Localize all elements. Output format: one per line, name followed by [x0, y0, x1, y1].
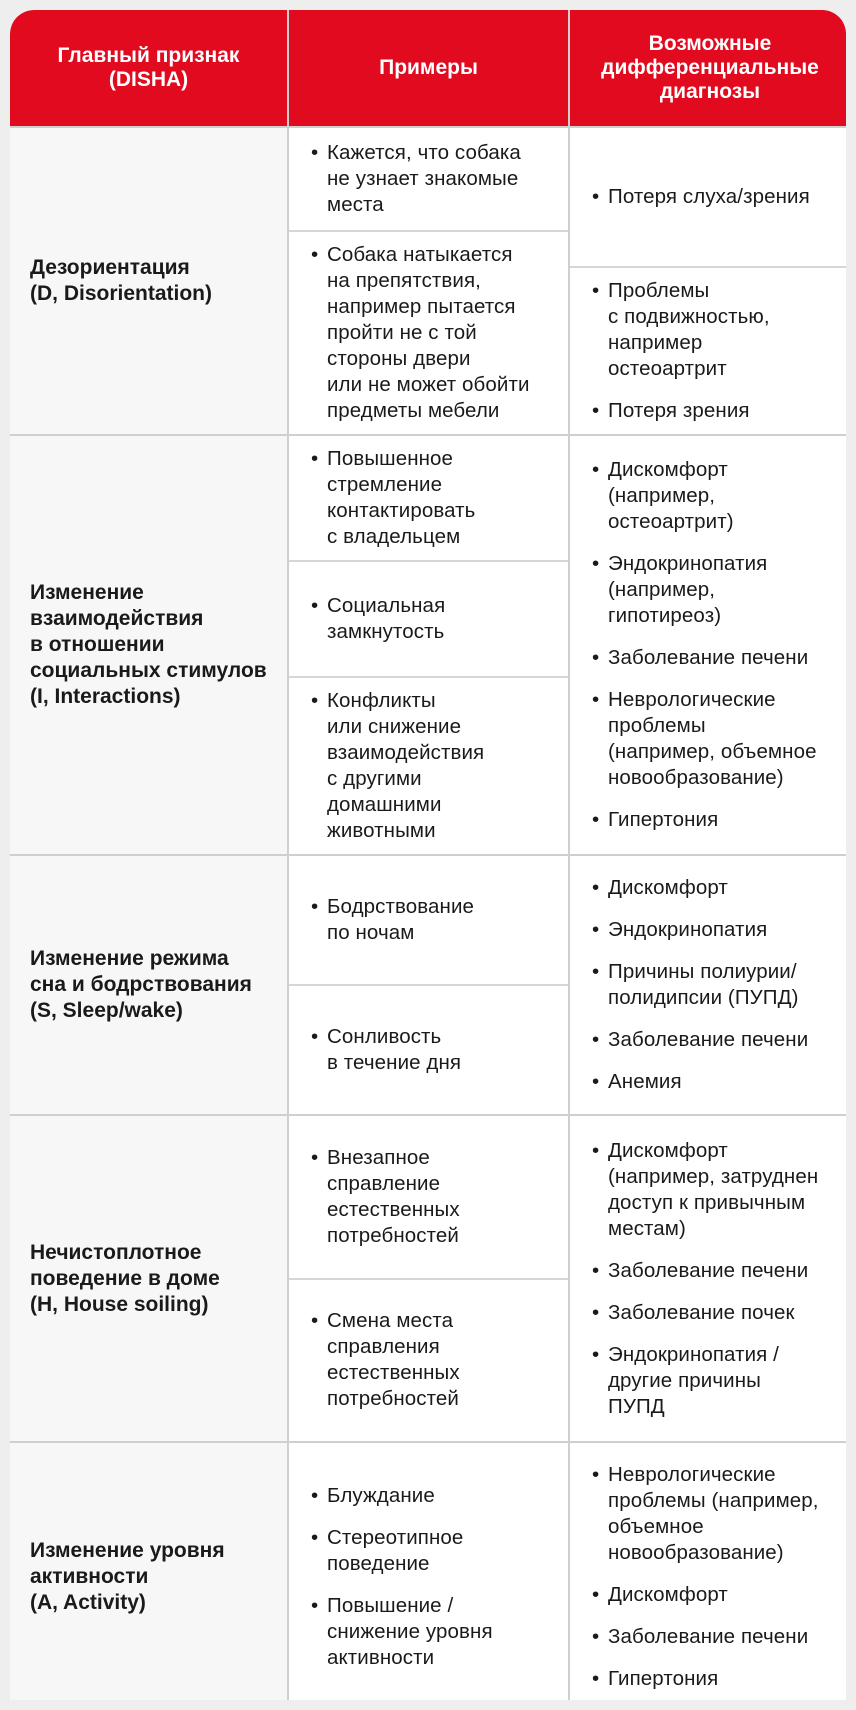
- list-item-text: Повышенное стремление контактировать с владельцем: [327, 447, 476, 548]
- list-item: [311, 894, 558, 946]
- list-item-text: Сонливость в течение дня: [327, 1025, 462, 1074]
- bullet-icon: •: [311, 243, 319, 266]
- bullet-icon: •: [311, 594, 319, 617]
- main-sign-cell: Изменение уровня активности (A, Activity): [10, 1443, 287, 1700]
- list-item: [592, 687, 842, 791]
- list-item-text: Социальная замкнутость: [327, 594, 446, 643]
- example-subcell: [289, 1116, 568, 1278]
- list-item-text: Потеря слуха/зрения: [608, 185, 810, 208]
- bullet-list: [311, 1145, 558, 1249]
- diagnoses-cell: [570, 1116, 846, 1441]
- list-item: [592, 1624, 842, 1650]
- bullet-list: [592, 278, 842, 424]
- list-item-text: Бодрствование по ночам: [327, 895, 475, 944]
- list-item-text: Заболевание печени: [608, 1624, 809, 1648]
- list-item: [311, 140, 558, 218]
- list-item: [311, 593, 558, 645]
- bullet-list: [592, 875, 842, 1095]
- list-item: [592, 457, 842, 535]
- list-item-text: Гипертония: [608, 808, 719, 831]
- list-item-text: Кажется, что собака не узнает знакомые места: [327, 141, 521, 216]
- bullet-icon: •: [592, 1028, 600, 1051]
- main-sign-cell: Дезориентация (D, Disorientation): [10, 128, 287, 434]
- list-item-text: Заболевание печени: [608, 646, 809, 669]
- bullet-list: [592, 184, 842, 210]
- list-item-text: Неврологические проблемы (например, объемное новообразование): [608, 688, 817, 789]
- bullet-list: [311, 446, 558, 550]
- bullet-icon: •: [592, 279, 600, 302]
- list-item: [592, 398, 842, 424]
- list-item: [311, 446, 558, 550]
- example-subcell: [289, 676, 568, 854]
- bullet-icon: •: [592, 1300, 600, 1324]
- list-item-text: Собака натыкается на препятствия, например пытается пройти не с той стороны двери или не может обойти предметы мебели: [327, 243, 530, 422]
- list-item-text: Проблемы с подвижностью, например остеоартрит: [608, 279, 770, 380]
- list-item-text: Стереотипное поведение: [327, 1525, 464, 1575]
- list-item-text: Неврологические проблемы (например, объемное новообразование): [608, 1462, 819, 1564]
- list-item-text: Внезапное справление естественных потребностей: [327, 1145, 460, 1247]
- bullet-icon: •: [311, 689, 319, 712]
- list-item: [311, 1024, 558, 1076]
- bullet-icon: •: [592, 1582, 600, 1606]
- bullet-icon: •: [592, 552, 600, 575]
- bullet-list: [311, 688, 558, 844]
- bullet-icon: •: [311, 1025, 319, 1048]
- list-item: [592, 1582, 842, 1608]
- bullet-icon: •: [592, 185, 600, 208]
- list-item: [311, 1483, 558, 1509]
- list-item: [592, 1300, 842, 1326]
- bullet-list: [311, 894, 558, 946]
- list-item: [592, 184, 842, 210]
- list-item-text: Дискомфорт (например, затруднен доступ к привычным местам): [608, 1138, 819, 1240]
- examples-cell: [289, 1443, 568, 1700]
- bullet-icon: •: [592, 1342, 600, 1366]
- bullet-icon: •: [592, 1462, 600, 1486]
- list-item-text: Повышение / снижение уровня активности: [327, 1593, 493, 1669]
- list-item-text: Дискомфорт: [608, 876, 728, 899]
- list-item-text: Смена места справления естественных потребностей: [327, 1309, 460, 1411]
- list-item: [592, 875, 842, 901]
- example-subcell: [289, 856, 568, 984]
- list-item-text: Гипертония: [608, 1666, 719, 1690]
- list-item-text: Блуждание: [327, 1483, 435, 1507]
- bullet-icon: •: [311, 1483, 319, 1507]
- bullet-icon: •: [592, 688, 600, 711]
- examples-cell: [289, 856, 568, 1114]
- examples-cell: [289, 1116, 568, 1441]
- bullet-list: [311, 593, 558, 645]
- example-subcell: [289, 128, 568, 230]
- list-item: [592, 278, 842, 382]
- examples-cell: [289, 436, 568, 854]
- example-subcell: [289, 560, 568, 676]
- header-sign: Главный признак (DISHA): [10, 10, 287, 126]
- list-item-text: Причины полиурии/ полидипсии (ПУПД): [608, 960, 799, 1009]
- list-item: [311, 1593, 558, 1671]
- bullet-list: [592, 1462, 842, 1692]
- bullet-list: [311, 1483, 558, 1671]
- list-item-text: Дискомфорт (например, остеоартрит): [608, 458, 734, 533]
- list-item-text: Конфликты или снижение взаимодействия с другими домашними животными: [327, 689, 485, 842]
- bullet-icon: •: [311, 895, 319, 918]
- main-sign-cell: Изменение режима сна и бодрствования (S, Sleep/wake): [10, 856, 287, 1114]
- bullet-icon: •: [592, 1070, 600, 1093]
- list-item: [311, 1308, 558, 1412]
- list-item-text: Заболевание печени: [608, 1258, 809, 1282]
- list-item: [311, 1145, 558, 1249]
- bullet-icon: •: [592, 1138, 600, 1162]
- bullet-icon: •: [592, 1258, 600, 1282]
- list-item: [592, 917, 842, 943]
- bullet-icon: •: [311, 1309, 319, 1333]
- bullet-icon: •: [592, 960, 600, 983]
- list-item-text: Эндокринопатия (например, гипотиреоз): [608, 552, 768, 627]
- bullet-icon: •: [311, 1145, 319, 1169]
- bullet-icon: •: [592, 876, 600, 899]
- list-item-text: Дискомфорт: [608, 1582, 728, 1606]
- bullet-icon: •: [311, 141, 319, 164]
- main-sign-cell: Изменение взаимодействия в отношении социальных стимулов (I, Interactions): [10, 436, 287, 854]
- list-item-text: Заболевание печени: [608, 1028, 809, 1051]
- main-sign-cell: Нечистоплотное поведение в доме (H, House soiling): [10, 1116, 287, 1441]
- bullet-list: [311, 140, 558, 218]
- bullet-icon: •: [592, 399, 600, 422]
- list-item: [592, 1258, 842, 1284]
- list-item: [592, 1069, 842, 1095]
- example-subcell: [289, 1443, 568, 1700]
- list-item-text: Заболевание почек: [608, 1300, 795, 1324]
- list-item-text: Эндокринопатия: [608, 918, 768, 941]
- list-item: [592, 645, 842, 671]
- bullet-icon: •: [592, 1666, 600, 1690]
- diagnoses-cell: [570, 856, 846, 1114]
- diagnoses-cell: [570, 128, 846, 434]
- bullet-icon: •: [592, 1624, 600, 1648]
- bullet-list: [311, 1024, 558, 1076]
- bullet-icon: •: [592, 808, 600, 831]
- list-item: [592, 807, 842, 833]
- diagnoses-subcell: [570, 266, 846, 434]
- bullet-icon: •: [311, 1593, 319, 1617]
- bullet-list: [311, 242, 558, 424]
- example-subcell: [289, 230, 568, 434]
- list-item: [592, 959, 842, 1011]
- list-item: [592, 1462, 842, 1566]
- list-item: [592, 551, 842, 629]
- bullet-list: [311, 1308, 558, 1412]
- example-subcell: [289, 436, 568, 560]
- header-examples: Примеры: [289, 10, 568, 126]
- list-item: [311, 1525, 558, 1577]
- diagnoses-cell: [570, 1443, 846, 1700]
- list-item-text: Потеря зрения: [608, 399, 750, 422]
- list-item: [311, 688, 558, 844]
- header-diagnoses: Возможные дифференциальные диагнозы: [570, 10, 846, 126]
- list-item: [592, 1342, 842, 1420]
- list-item-text: Анемия: [608, 1070, 682, 1093]
- diagnoses-subcell: [570, 128, 846, 266]
- disha-table: [10, 10, 846, 1700]
- list-item: [592, 1138, 842, 1242]
- list-item: [592, 1027, 842, 1053]
- example-subcell: [289, 984, 568, 1114]
- list-item: [311, 242, 558, 424]
- bullet-icon: •: [311, 447, 319, 470]
- bullet-icon: •: [311, 1525, 319, 1549]
- example-subcell: [289, 1278, 568, 1442]
- bullet-icon: •: [592, 646, 600, 669]
- bullet-icon: •: [592, 458, 600, 481]
- list-item-text: Эндокринопатия / другие причины ПУПД: [608, 1342, 779, 1418]
- bullet-list: [592, 1138, 842, 1420]
- list-item: [592, 1666, 842, 1692]
- examples-cell: [289, 128, 568, 434]
- bullet-list: [592, 457, 842, 833]
- diagnoses-cell: [570, 436, 846, 854]
- bullet-icon: •: [592, 918, 600, 941]
